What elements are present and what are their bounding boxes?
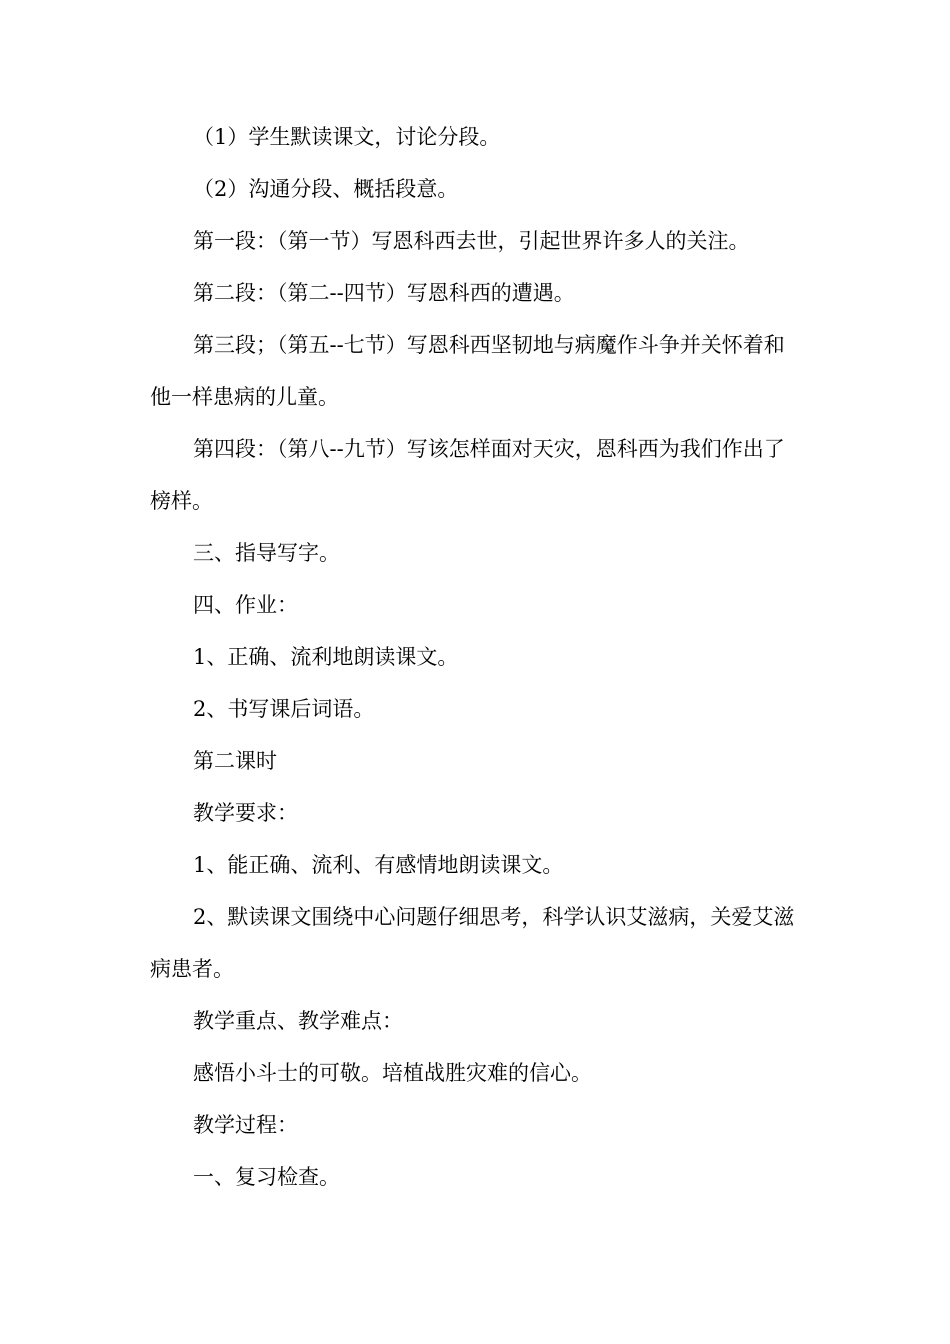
paragraph-second-lesson: 第二课时 xyxy=(193,749,277,773)
paragraph-section-two: 第二段：（第二--四节）写恩科西的遭遇。 xyxy=(193,281,575,305)
paragraph-requirement-1: 1、能正确、流利、有感情地朗读课文。 xyxy=(193,853,564,877)
paragraph-writing-guide: 三、指导写字。 xyxy=(193,541,340,565)
paragraph-requirement-2: 2、默读课文围绕中心问题仔细思考，科学认识艾滋病，关爱艾滋病患者。 xyxy=(150,905,795,981)
paragraph-key-points-heading: 教学重点、教学难点： xyxy=(193,1009,403,1033)
paragraph-review-check: 一、复习检查。 xyxy=(193,1165,340,1189)
paragraph-summarize-sections: （2）沟通分段、概括段意。 xyxy=(193,177,459,201)
paragraph-section-three: 第三段；（第五--七节）写恩科西坚韧地与病魔作斗争并关怀着和他一样患病的儿童。 xyxy=(150,333,785,409)
paragraph-requirements-heading: 教学要求： xyxy=(193,801,298,825)
paragraph-section-one: 第一段：（第一节）写恩科西去世，引起世界许多人的关注。 xyxy=(193,229,750,253)
paragraph-homework-heading: 四、作业： xyxy=(193,593,298,617)
paragraph-homework-item-2: 2、书写课后词语。 xyxy=(193,697,375,721)
paragraph-discuss-sections: （1）学生默读课文，讨论分段。 xyxy=(193,125,501,149)
paragraph-homework-item-1: 1、正确、流利地朗读课文。 xyxy=(193,645,459,669)
paragraph-process-heading: 教学过程： xyxy=(193,1113,298,1137)
paragraph-key-points: 感悟小斗士的可敬。培植战胜灾难的信心。 xyxy=(193,1061,592,1085)
paragraph-section-four: 第四段：（第八--九节）写该怎样面对天灾，恩科西为我们作出了榜样。 xyxy=(150,437,785,513)
document-body xyxy=(150,111,800,1203)
